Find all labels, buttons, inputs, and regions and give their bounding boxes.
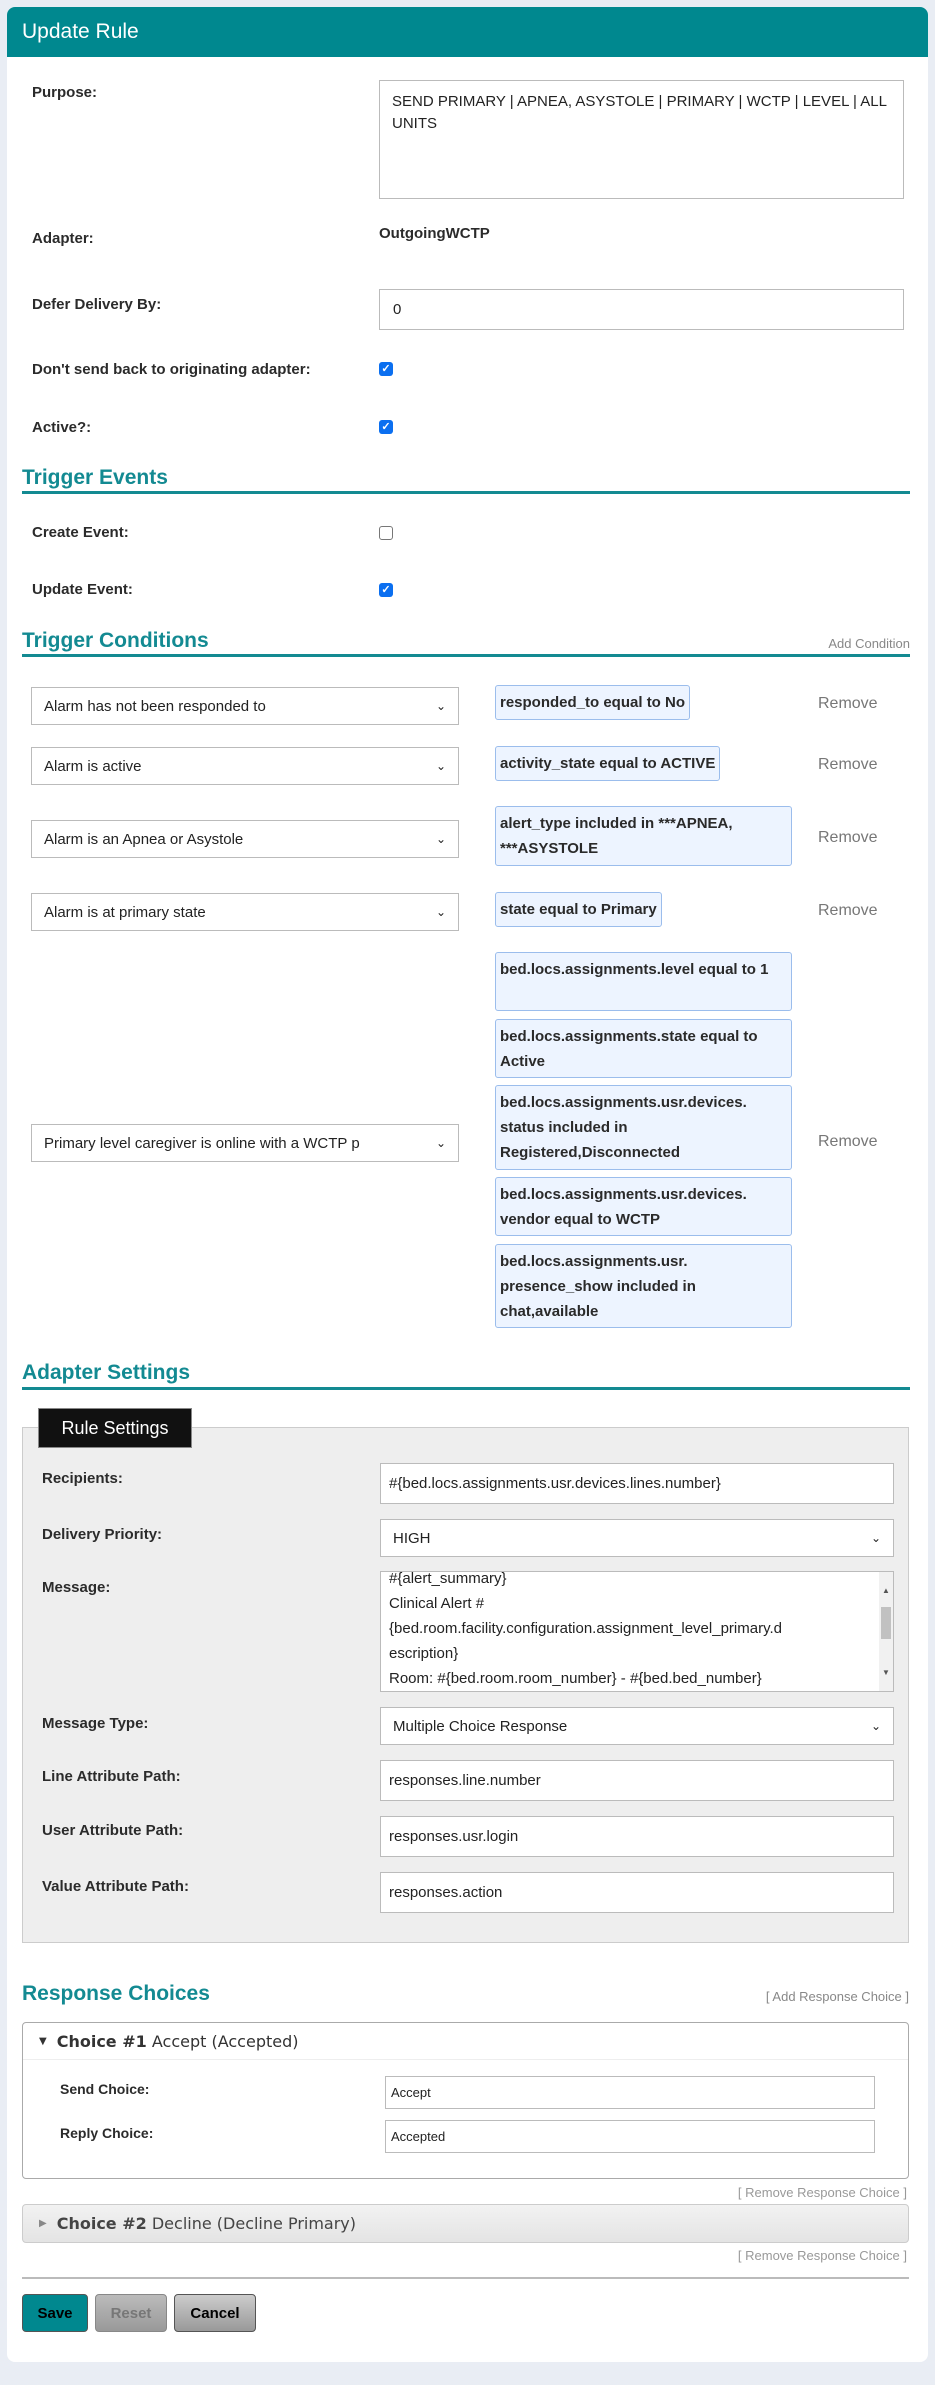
rule-settings-tab[interactable]: Rule Settings	[38, 1408, 192, 1448]
update-event-checkbox[interactable]: ✓	[379, 583, 393, 597]
condition-chip: responded_to equal to No	[495, 685, 690, 720]
chevron-down-icon: ⌄	[435, 699, 446, 713]
message-type-select[interactable]	[380, 1707, 894, 1745]
chevron-down-icon: ⌄	[870, 1531, 881, 1545]
defer-label: Defer Delivery By:	[32, 296, 162, 313]
choice-1-header[interactable]	[23, 2023, 908, 2060]
line-attr-input[interactable]: responses.line.number	[380, 1760, 894, 1801]
trigger-conditions-heading: Trigger Conditions	[22, 629, 209, 652]
divider	[22, 491, 910, 494]
condition-select[interactable]	[31, 1124, 459, 1162]
response-choices-heading: Response Choices	[22, 1982, 210, 2005]
add-condition-link[interactable]: Add Condition	[828, 636, 910, 651]
recipients-label: Recipients:	[42, 1470, 123, 1487]
condition-select-value: Alarm is an Apnea or Asystole	[44, 830, 244, 848]
update-event-label: Update Event:	[32, 581, 133, 598]
condition-select-value: Alarm has not been responded to	[44, 697, 266, 715]
remove-condition-link[interactable]: Remove	[818, 902, 878, 919]
user-attr-label: User Attribute Path:	[42, 1822, 184, 1839]
condition-chip: activity_state equal to ACTIVE	[495, 746, 720, 781]
scroll-up-icon[interactable]: ▲	[882, 1586, 890, 1595]
save-button[interactable]: Save	[22, 2294, 88, 2332]
adapter-label: Adapter:	[32, 230, 94, 247]
message-line: {bed.room.facility.configuration.assignment_level_primary.d	[389, 1620, 782, 1637]
priority-value: HIGH	[393, 1529, 431, 1547]
condition-select[interactable]	[31, 820, 459, 858]
purpose-label: Purpose:	[32, 84, 98, 101]
condition-chip: alert_type included in ***APNEA, ***ASYSTOLE	[495, 806, 792, 866]
defer-input[interactable]: 0	[379, 289, 904, 330]
user-attr-input[interactable]: responses.usr.login	[380, 1816, 894, 1857]
purpose-textarea[interactable]: SEND PRIMARY | APNEA, ASYSTOLE | PRIMARY | WCTP | LEVEL | ALL UNITS	[379, 80, 904, 199]
message-type-label: Message Type:	[42, 1715, 149, 1732]
message-scrollbar[interactable]	[879, 1572, 893, 1691]
send-choice-label: Send Choice:	[60, 2081, 150, 2097]
adapter-settings-heading: Adapter Settings	[22, 1361, 191, 1384]
divider	[22, 2277, 909, 2279]
scrollbar-thumb[interactable]	[881, 1607, 891, 1639]
value-attr-input[interactable]: responses.action	[380, 1872, 894, 1913]
remove-condition-link[interactable]: Remove	[818, 695, 878, 712]
condition-chip: state equal to Primary	[495, 892, 662, 927]
chevron-down-icon: ⌄	[435, 832, 446, 846]
message-line: Room: #{bed.room.room_number} - #{bed.bed_number}	[389, 1670, 762, 1687]
chevron-down-icon: ⌄	[435, 759, 446, 773]
condition-chip: bed.locs.assignments.state equal to Active	[495, 1019, 792, 1078]
chevron-down-icon: ⌄	[435, 1136, 446, 1150]
cancel-button[interactable]: Cancel	[174, 2294, 256, 2332]
caret-down-icon: ▼	[39, 2035, 47, 2047]
dont-send-label: Don't send back to originating adapter:	[32, 361, 311, 378]
reset-button[interactable]: Reset	[95, 2294, 167, 2332]
priority-select[interactable]	[380, 1519, 894, 1557]
condition-select[interactable]	[31, 747, 459, 785]
page-title: Update Rule	[7, 7, 928, 57]
adapter-value: OutgoingWCTP	[379, 225, 490, 242]
active-label: Active?:	[32, 419, 92, 436]
message-type-value: Multiple Choice Response	[393, 1717, 568, 1735]
send-choice-input[interactable]: Accept	[385, 2076, 875, 2109]
add-response-choice-link[interactable]: [ Add Response Choice ]	[765, 1989, 909, 2004]
choice-2-desc: Decline (Decline Primary)	[151, 2214, 357, 2233]
message-textarea[interactable]	[380, 1571, 894, 1692]
divider	[22, 1387, 910, 1390]
condition-chip: bed.locs.assignments.usr.devices. vendor equal to WCTP	[495, 1177, 792, 1236]
choice-2-title: Choice #2	[56, 2214, 147, 2233]
create-event-label: Create Event:	[32, 524, 129, 541]
trigger-events-heading: Trigger Events	[22, 466, 168, 489]
reply-choice-label: Reply Choice:	[60, 2125, 154, 2141]
caret-right-icon: ▶	[39, 2218, 47, 2229]
condition-select[interactable]	[31, 893, 459, 931]
scroll-down-icon[interactable]: ▼	[882, 1668, 890, 1677]
condition-select-value: Primary level caregiver is online with a WCTP p	[44, 1134, 360, 1152]
message-line: #{alert_summary}	[389, 1571, 507, 1587]
active-checkbox[interactable]: ✓	[379, 420, 393, 434]
choice-1-title: Choice #1	[56, 2031, 147, 2051]
recipients-input[interactable]: #{bed.locs.assignments.usr.devices.lines.number}	[380, 1463, 894, 1504]
value-attr-label: Value Attribute Path:	[42, 1878, 189, 1895]
message-line: Clinical Alert #	[389, 1595, 485, 1612]
condition-select-value: Alarm is at primary state	[44, 903, 206, 921]
condition-chip: bed.locs.assignments.level equal to 1	[495, 952, 792, 1011]
chevron-down-icon: ⌄	[870, 1719, 881, 1733]
condition-chip: bed.locs.assignments.usr.devices. status included in Registered,Disconnected	[495, 1085, 792, 1170]
remove-response-choice-link[interactable]: [ Remove Response Choice ]	[737, 2185, 907, 2200]
remove-condition-link[interactable]: Remove	[818, 1133, 878, 1150]
priority-label: Delivery Priority:	[42, 1526, 163, 1543]
choice-1-desc: Accept (Accepted)	[151, 2031, 299, 2051]
chevron-down-icon: ⌄	[435, 905, 446, 919]
choice-2-header[interactable]	[22, 2204, 909, 2243]
remove-condition-link[interactable]: Remove	[818, 829, 878, 846]
create-event-checkbox[interactable]	[379, 526, 393, 540]
line-attr-label: Line Attribute Path:	[42, 1768, 181, 1785]
remove-response-choice-link[interactable]: [ Remove Response Choice ]	[737, 2248, 907, 2263]
divider	[22, 654, 910, 657]
reply-choice-input[interactable]: Accepted	[385, 2120, 875, 2153]
dont-send-checkbox[interactable]: ✓	[379, 362, 393, 376]
message-line: escription}	[389, 1645, 459, 1662]
condition-chip: bed.locs.assignments.usr. presence_show included in chat,available	[495, 1244, 792, 1328]
condition-select-value: Alarm is active	[44, 757, 142, 775]
remove-condition-link[interactable]: Remove	[818, 756, 878, 773]
condition-select[interactable]	[31, 687, 459, 725]
message-label: Message:	[42, 1579, 111, 1596]
